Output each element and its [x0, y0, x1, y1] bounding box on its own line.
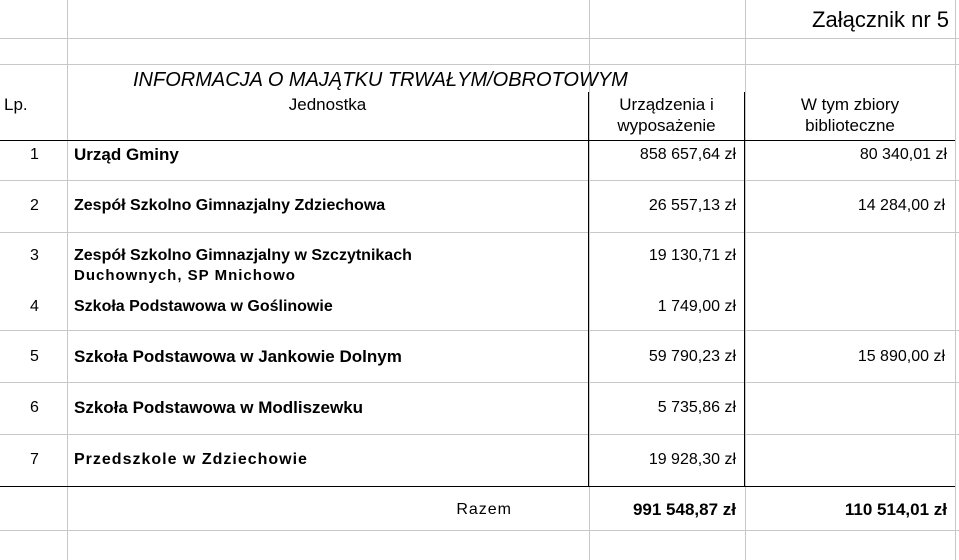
row-6-lp: 6: [30, 399, 39, 416]
total-equipment: 991 548,87 zł: [632, 500, 736, 519]
row-4-unit: Szkoła Podstawowa w Goślinowie: [74, 298, 333, 315]
row-4-lp: 4: [30, 298, 39, 315]
table-border: [744, 92, 745, 486]
row-1-library: 80 340,01 zł: [859, 146, 947, 163]
row-7-equipment: 19 928,30 zł: [648, 451, 736, 468]
row-6-equipment: 5 735,86 zł: [657, 399, 736, 416]
grid-line: [0, 232, 959, 233]
total-label: Razem: [456, 501, 512, 518]
row-3-unit-line2: Duchownych, SP Mnichowo: [74, 267, 296, 284]
row-6-unit: Szkoła Podstawowa w Modliszewku: [74, 398, 364, 417]
page-title: INFORMACJA O MAJĄTKU TRWAŁYM/OBROTOWYM: [133, 69, 628, 91]
row-3-unit: Zespół Szkolno Gimnazjalny w Szczytnikach: [74, 247, 412, 264]
row-2-library: 14 284,00 zł: [857, 197, 945, 214]
row-4-equipment: 1 749,00 zł: [657, 298, 736, 315]
table-border: [0, 140, 955, 141]
grid-line: [0, 64, 959, 65]
grid-line: [67, 0, 68, 560]
row-7-unit: Przedszkole w Zdziechowie: [74, 451, 308, 468]
row-2-unit: Zespół Szkolno Gimnazjalny Zdziechowa: [74, 197, 386, 214]
grid-line: [0, 434, 959, 435]
grid-line: [0, 330, 959, 331]
row-2-lp: 2: [30, 197, 39, 214]
row-3-lp: 3: [30, 247, 39, 264]
row-5-unit: Szkoła Podstawowa w Jankowie Dolnym: [74, 347, 402, 366]
grid-line: [0, 38, 959, 39]
row-5-library: 15 890,00 zł: [857, 348, 945, 365]
total-library: 110 514,01 zł: [844, 500, 947, 519]
grid-line: [955, 0, 956, 560]
row-7-lp: 7: [30, 451, 39, 468]
row-2-equipment: 26 557,13 zł: [648, 197, 736, 214]
header-library-line1: W tym zbiory: [800, 95, 900, 114]
grid-line: [0, 530, 959, 531]
attachment-label: Załącznik nr 5: [812, 7, 949, 32]
row-5-equipment: 59 790,23 zł: [648, 348, 736, 365]
row-1-equipment: 858 657,64 zł: [639, 146, 736, 163]
grid-line: [0, 180, 959, 181]
row-1-lp: 1: [30, 146, 39, 163]
header-equipment-line2: wyposażenie: [617, 116, 716, 135]
grid-line: [745, 0, 746, 560]
row-3-equipment: 19 130,71 zł: [648, 247, 736, 264]
header-library-line2: biblioteczne: [805, 116, 895, 135]
table-border: [588, 92, 589, 486]
header-unit: Jednostka: [288, 95, 367, 114]
grid-line: [0, 382, 959, 383]
row-1-unit: Urząd Gminy: [74, 145, 179, 164]
table-border: [0, 486, 955, 487]
header-equipment-line1: Urządzenia i: [619, 95, 714, 114]
header-lp: Lp.: [4, 95, 28, 114]
row-5-lp: 5: [30, 348, 39, 365]
